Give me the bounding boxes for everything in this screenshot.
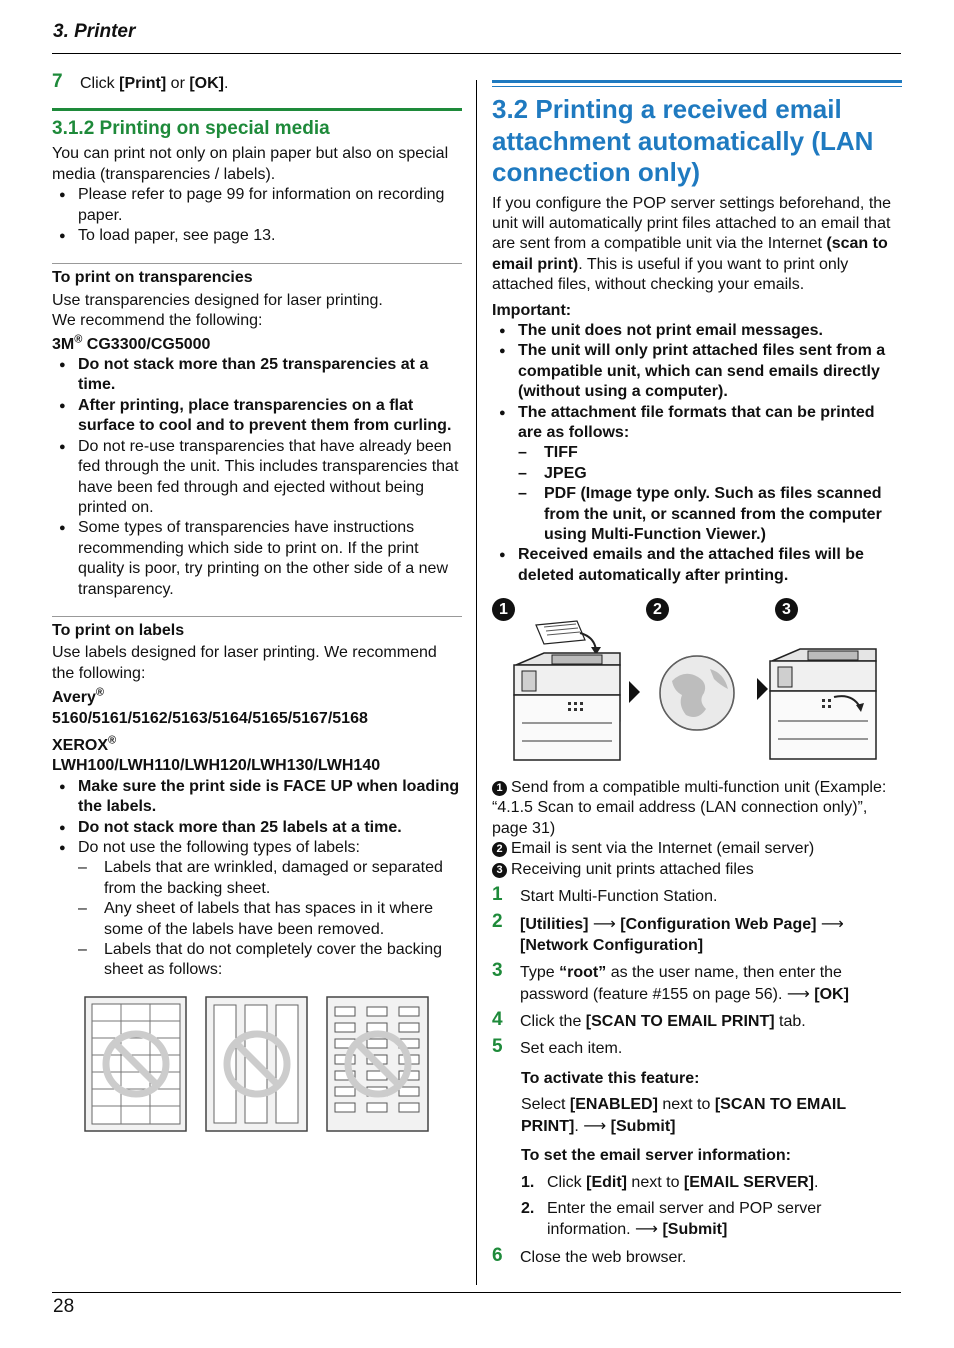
step-text: . <box>574 1117 584 1135</box>
transparencies-title: To print on transparencies <box>52 269 253 287</box>
intro-text <box>492 194 902 296</box>
intro-part: . This is useful if you want to print only attached files, without checking your emails. <box>492 255 849 294</box>
server-step-2 <box>492 1199 904 1241</box>
running-header: 3. Printer <box>53 21 136 42</box>
arrow-icon: ⟶ <box>592 914 616 934</box>
body-text: Use labels designed for laser printing. We recommend the following: <box>52 644 437 682</box>
step-text: . <box>224 75 229 92</box>
step-text: Type <box>520 964 560 982</box>
right-column-lower <box>492 778 904 1268</box>
brand: XEROX <box>52 736 109 754</box>
sub-list-item: – Any sheet of labels that has spaces in it where some of the labels have been removed. <box>52 899 462 940</box>
caption-text: Send from a compatible multi-function unit (Example: “4.1.5 Scan to email address (LAN connection only)”, page 31) <box>492 779 887 837</box>
list-item: ● The unit does not print email messages. <box>492 321 902 341</box>
body-text: Use transparencies designed for laser printing. <box>52 291 383 309</box>
step-number: 3 <box>492 960 503 982</box>
arrow-icon: ⟶ <box>820 914 844 934</box>
product-avery <box>52 688 462 708</box>
step-text: or <box>166 75 190 92</box>
sub-list-item: – Labels that do not completely cover the backing sheet as follows: <box>52 940 462 981</box>
list-item: ● Received emails and the attached files will be deleted automatically after printing. <box>492 545 902 586</box>
arrow-icon: ⟶ <box>635 1219 658 1239</box>
substep-number: 1. <box>521 1173 535 1191</box>
reg-mark: ® <box>74 333 83 346</box>
document-icon <box>536 621 601 655</box>
list-item: ● Do not stack more than 25 transparencies at a time. <box>52 355 462 396</box>
list-item: ● Do not re-use transparencies that have already been fed through the unit. This includes transparencies that have been fed through and ejected without being printed on. <box>52 437 462 519</box>
format-item: – TIFF <box>492 443 902 463</box>
column-divider <box>476 80 477 1285</box>
list-item: ● To load paper, see page 13. <box>52 226 462 246</box>
label-sheet-wrinkled <box>85 997 186 1131</box>
intro-text: You can print not only on plain paper but also on special media (transparencies / labels). <box>52 145 449 183</box>
section-heading: 3.2 Printing a received email attachment automatically (LAN connection only) <box>492 94 874 187</box>
config-web-page-ref: [Configuration Web Page] <box>620 916 817 934</box>
step-text: Click the <box>520 1013 586 1031</box>
ok-ref: [OK] <box>814 985 849 1003</box>
step-number: 5 <box>492 1036 503 1058</box>
activate-title: To activate this feature: <box>521 1069 700 1087</box>
list-item: ● Do not stack more than 25 labels at a time. <box>52 818 462 838</box>
model: CG3300/CG5000 <box>82 335 211 353</box>
reg-mark: ® <box>108 734 117 747</box>
step-text: tab. <box>774 1013 806 1031</box>
caption-2 <box>492 839 904 859</box>
left-column <box>52 71 462 981</box>
step-7 <box>52 71 462 94</box>
server-title: To set the email server information: <box>521 1147 791 1165</box>
step-number: 7 <box>52 71 63 92</box>
scan-to-email-print-ref: [SCAN TO EMAIL PRINT] <box>521 1096 846 1135</box>
step-text: next to <box>626 1173 684 1191</box>
list-item: ● Please refer to page 99 for information on recording paper. <box>52 185 462 226</box>
header-rule <box>52 53 901 54</box>
brand: 3M <box>52 335 75 353</box>
divider <box>52 263 462 264</box>
ok-button-ref: [OK] <box>189 75 224 92</box>
list-item: ● After printing, place transparencies on a flat surface to cool and to prevent them from curling. <box>52 396 462 437</box>
important-title: Important: <box>492 301 572 319</box>
arrow-2 <box>757 678 768 700</box>
step-number: 6 <box>492 1244 503 1266</box>
format-item: – PDF (Image type only. Such as files scanned from the unit, or scanned from the computer using Multi-Function Viewer.) <box>492 484 902 545</box>
reg-mark: ® <box>95 686 104 699</box>
intro-part: If you configure the POP server settings beforehand, the unit will automatically print files attached to an email that are sent from a compatible unit via the Internet <box>492 194 892 253</box>
marker-2: 2 <box>646 598 669 621</box>
utilities-ref: [Utilities] <box>520 916 589 934</box>
step-6 <box>492 1244 904 1268</box>
step-text: Click <box>547 1173 587 1191</box>
step-5 <box>492 1036 904 1059</box>
section-rule-thin <box>492 86 902 87</box>
edit-ref: [Edit] <box>586 1173 627 1191</box>
divider <box>52 616 462 617</box>
list-item: ● Make sure the print side is FACE UP when loading the labels. <box>52 777 462 818</box>
section-rule <box>52 108 462 111</box>
list-item: ● Do not use the following types of labels: <box>52 838 462 858</box>
step-number: 2 <box>492 911 503 933</box>
product-3m <box>52 335 462 355</box>
step-1 <box>492 884 904 907</box>
step-text: Set each item. <box>520 1040 623 1058</box>
list-item: ● Some types of transparencies have instructions recommending which side to print on. If the print quality is poor, try printing on the other side of a new transparency. <box>52 518 462 600</box>
step-2 <box>492 911 904 956</box>
step-text: Start Multi-Function Station. <box>520 888 718 906</box>
print-button-ref: [Print] <box>119 75 167 92</box>
step-text: . <box>814 1173 819 1191</box>
activate-text <box>492 1095 904 1137</box>
scan-to-email-print-tab-ref: [SCAN TO EMAIL PRINT] <box>585 1013 775 1031</box>
network-config-ref: [Network Configuration] <box>520 936 704 954</box>
workflow-illustration <box>492 597 902 767</box>
label-sheet-separated <box>206 997 307 1131</box>
workflow-drawing <box>492 597 902 767</box>
section-rule <box>492 80 902 83</box>
labels-title: To print on labels <box>52 621 185 639</box>
arrow-1 <box>629 681 640 703</box>
step-3 <box>492 960 904 1005</box>
sub-list-item: – Labels that are wrinkled, damaged or separated from the backing sheet. <box>52 858 462 899</box>
enabled-ref: [ENABLED] <box>569 1096 658 1114</box>
format-item: – JPEG <box>492 464 902 484</box>
caption-marker: 1 <box>492 781 507 796</box>
step-text: Close the web browser. <box>520 1248 687 1266</box>
internet-globe-icon <box>660 656 734 730</box>
step-text: as the user name, then enter the password (feature #155 on page 56). <box>520 964 842 1003</box>
product-xerox <box>52 736 462 756</box>
sending-mfp-icon <box>514 653 620 760</box>
right-column <box>492 80 902 586</box>
step-text: Enter the email server and POP server information. <box>547 1199 822 1239</box>
label-sheet-incomplete <box>327 997 428 1131</box>
caption-marker: 3 <box>492 863 507 878</box>
body-text: We recommend the following: <box>52 312 263 330</box>
caption-3 <box>492 860 904 880</box>
marker-1: 1 <box>492 598 515 621</box>
arrow-icon: ⟶ <box>583 1115 607 1135</box>
avery-models: 5160/5161/5162/5163/5164/5165/5167/5168 <box>52 709 368 727</box>
submit-ref: [Submit] <box>610 1117 676 1135</box>
caption-text: Receiving unit prints attached files <box>511 860 754 878</box>
step-text: Click <box>80 75 120 92</box>
bad-label-sheets-illustration <box>84 996 429 1133</box>
section-heading: 3.1.2 Printing on special media <box>52 118 330 140</box>
submit-ref: [Submit] <box>662 1221 728 1239</box>
list-item: ● The attachment file formats that can be printed are as follows: <box>492 403 902 444</box>
brand: Avery <box>52 689 96 707</box>
step-text: Select <box>521 1096 570 1114</box>
user-name: “root” <box>559 964 607 982</box>
substep-number: 2. <box>521 1199 535 1217</box>
marker-3: 3 <box>775 598 798 621</box>
arrow-icon: ⟶ <box>786 983 810 1003</box>
step-number: 1 <box>492 884 503 906</box>
list-item: ● The unit will only print attached files sent from a compatible unit, which can send emails directly (without using a computer). <box>492 341 902 402</box>
caption-marker: 2 <box>492 842 507 857</box>
page-number: 28 <box>53 1296 75 1317</box>
server-step-1 <box>492 1173 904 1193</box>
step-number: 4 <box>492 1009 503 1031</box>
footer-rule <box>52 1292 901 1293</box>
caption-text: Email is sent via the Internet (email server) <box>511 840 815 858</box>
step-text: next to <box>657 1096 715 1114</box>
receiving-mfp-icon <box>770 649 876 759</box>
caption-1 <box>492 778 904 839</box>
step-4 <box>492 1009 904 1032</box>
xerox-models: LWH100/LWH110/LWH120/LWH130/LWH140 <box>52 757 381 775</box>
email-server-ref: [EMAIL SERVER] <box>683 1173 814 1191</box>
feature-name: (scan to email print) <box>492 235 888 273</box>
